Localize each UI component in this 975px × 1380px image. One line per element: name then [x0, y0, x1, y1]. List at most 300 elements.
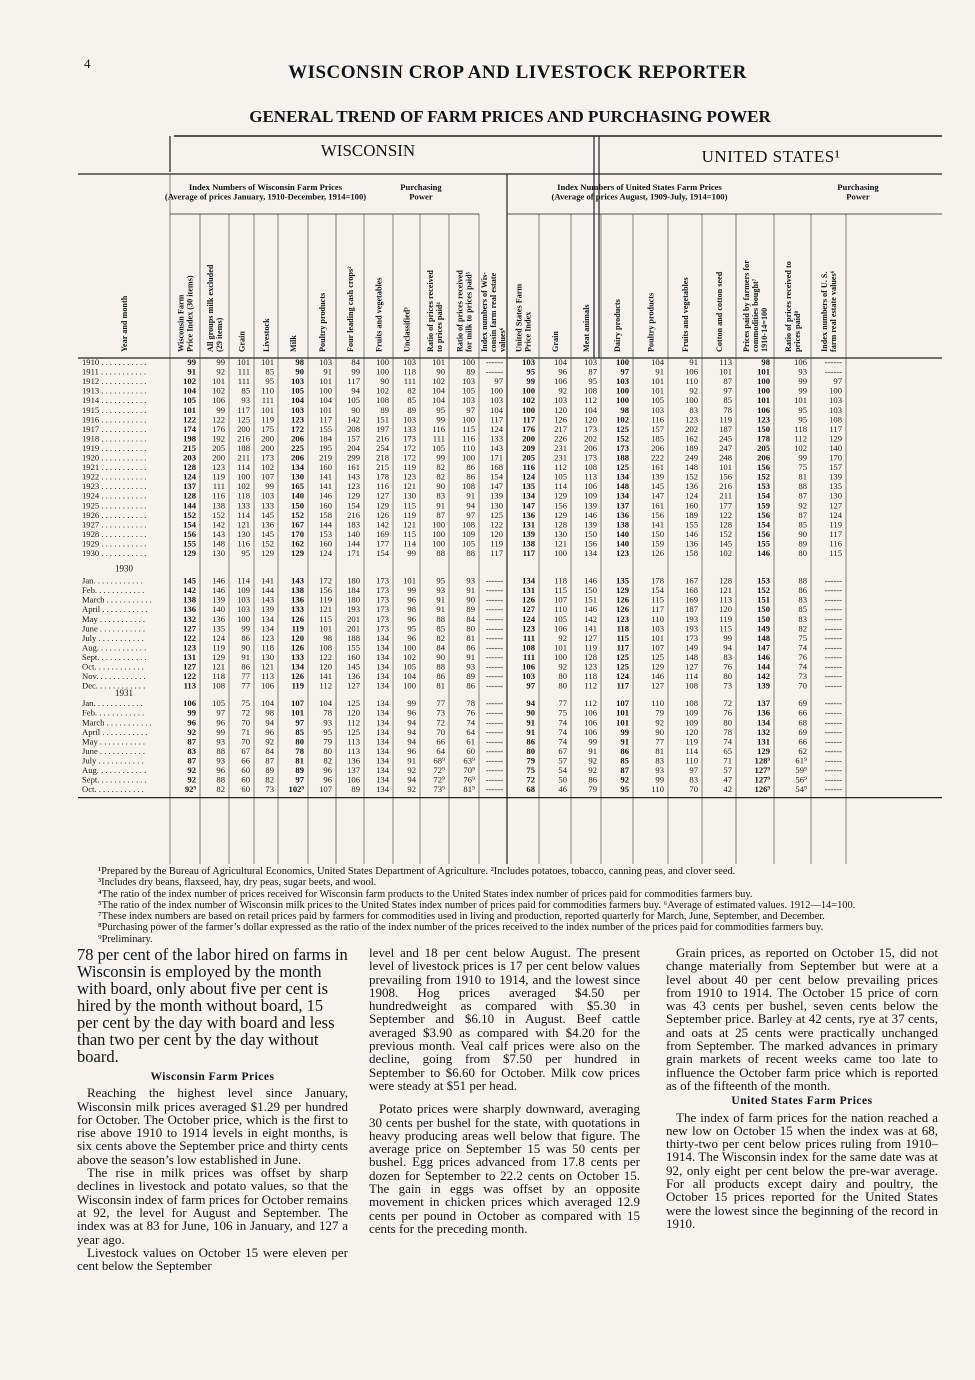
table-cell: 72⁹	[433, 774, 445, 785]
table-cell: 91	[436, 500, 445, 511]
table-cell: 111	[523, 632, 535, 643]
table-cell: 200	[261, 433, 274, 444]
footnote: ⁹Preliminary.	[98, 933, 153, 945]
column-header: Dairy products	[613, 299, 622, 352]
table-cell: 215	[183, 442, 196, 453]
table-cell: 116	[212, 490, 225, 501]
table-cell: 81	[295, 755, 304, 766]
table-cell: 154	[376, 548, 389, 558]
table-cell: 91	[526, 717, 535, 728]
table-cell: 200	[522, 433, 535, 444]
table-cell: 97	[216, 707, 225, 718]
table-cell: 104	[554, 357, 567, 367]
table-cell: 90	[436, 366, 445, 377]
table-cell: 123	[522, 623, 535, 634]
table-cell: 98	[265, 707, 274, 718]
table-cell: 103	[829, 404, 842, 415]
table-cell: 130	[291, 471, 304, 482]
paragraph: Grain prices, as reported on October 15, did not change materially from September but were at a level about 40 per cent below prevailing prices from 1910 to 1914. The October 15 price of corn was 43 cents per bushel, seven cents below the September price. Barley at 42 cents, rye at 37 cents, and oats at 25 cents were practically unchanged from September. The marked advances in primary grain markets of recent weeks came too late to influence the October farm price which is reported as of the fifteenth of the month.	[666, 945, 938, 1093]
table-cell: 90	[466, 594, 475, 605]
row-label: Sept. . . . . . . . . . . .	[82, 651, 147, 662]
table-cell: 64	[436, 745, 445, 756]
table-cell: 136	[616, 509, 629, 520]
table-cell: 180	[347, 575, 360, 586]
table-cell: 139	[212, 594, 225, 605]
table-cell: 143	[291, 575, 304, 586]
table-cell: 101	[403, 575, 416, 586]
table-cell: 108	[685, 680, 698, 691]
table-cell: 139	[584, 500, 597, 511]
table-cell: 117	[829, 528, 842, 539]
table-cell: 87	[187, 736, 196, 747]
table-cell: 131	[522, 585, 535, 596]
table-cell: 103	[319, 357, 332, 367]
us-heading: UNITED STATES¹	[701, 147, 841, 166]
row-label: 1927 . . . . . . . . . . .	[82, 519, 147, 530]
table-cell: 247	[719, 442, 732, 453]
table-cell: 118	[403, 366, 416, 377]
table-cell: 104	[432, 395, 445, 406]
table-cell: 126	[616, 604, 629, 615]
table-cell: 145	[347, 661, 360, 672]
table-cell: 129	[554, 490, 567, 501]
table-cell: 86	[241, 661, 250, 672]
table-cell: 66	[436, 736, 445, 747]
table-cell: 119	[719, 613, 732, 624]
table-cell: 167	[685, 575, 698, 586]
row-label: 1922 . . . . . . . . . . .	[82, 471, 147, 482]
table-cell: 88	[436, 661, 445, 672]
table-cell: 129	[757, 745, 770, 756]
table-cell: 105	[462, 538, 475, 549]
table-cell: 249	[685, 452, 698, 463]
table-cell: 95	[526, 366, 535, 377]
table-cell: 75	[798, 462, 807, 473]
table-cell: 154	[651, 585, 664, 596]
table-cell: 67	[558, 745, 567, 756]
wi-index-group-label: Index Numbers of Wisconsin Farm Prices	[188, 182, 343, 192]
table-cell: ------	[824, 784, 842, 795]
column-header: for milk to prices paid⁵	[464, 271, 474, 352]
table-cell: 89	[798, 538, 807, 549]
table-cell: 177	[719, 500, 732, 511]
table-cell: 83	[798, 594, 807, 605]
table-cell: 100	[432, 528, 445, 539]
table-cell: 99	[655, 774, 664, 785]
table-cell: 75	[798, 632, 807, 643]
table-cell: 171	[347, 548, 360, 558]
table-cell: 128	[183, 490, 196, 501]
table-cell: 125	[616, 462, 629, 473]
table-cell: 76	[723, 707, 732, 718]
table-cell: 152	[212, 509, 225, 520]
table-cell: 87	[723, 376, 732, 387]
row-label: 1925 . . . . . . . . . . .	[82, 500, 147, 511]
table-cell: 101	[719, 366, 732, 377]
table-cell: 104	[403, 671, 416, 682]
table-cell: 120	[291, 632, 304, 643]
table-cell: 131	[183, 651, 196, 662]
table-cell: 119	[490, 538, 503, 549]
table-cell: 121	[261, 661, 274, 672]
table-cell: 115	[651, 594, 664, 605]
column-header: 1910-14=100	[760, 307, 769, 352]
table-cell: 118	[237, 490, 250, 501]
table-cell: 140	[212, 604, 225, 615]
table-cell: 68	[526, 784, 535, 795]
table-cell: 215	[376, 462, 389, 473]
table-cell: 129	[347, 490, 360, 501]
table-cell: 106	[584, 726, 597, 737]
table-cell: ------	[824, 774, 842, 785]
table-cell: 106	[584, 717, 597, 728]
table-cell: 84	[466, 613, 475, 624]
table-cell: 71	[241, 726, 250, 737]
table-cell: 90	[295, 366, 304, 377]
table-cell: 124	[685, 490, 698, 501]
table-cell: 127	[651, 680, 664, 691]
table-cell: 113	[261, 671, 274, 682]
table-cell: 157	[347, 433, 360, 444]
column-header: Grain	[237, 331, 247, 352]
table-cell: 87	[798, 509, 807, 520]
row-label: 1924 . . . . . . . . . . .	[82, 490, 147, 501]
table-cell: 202	[584, 433, 597, 444]
table-cell: 129	[829, 433, 842, 444]
table-cell: 126	[554, 414, 567, 425]
table-cell: ------	[485, 784, 503, 795]
table-cell: 130	[403, 490, 416, 501]
table-cell: 92	[265, 736, 274, 747]
column-header: Grain	[551, 331, 560, 352]
table-cell: 101	[212, 376, 225, 387]
table-cell: 85	[265, 366, 274, 377]
table-cell: 96	[216, 765, 225, 775]
table-cell: 82	[407, 385, 416, 396]
table-cell: 118	[212, 671, 225, 682]
table-cell: 143	[347, 471, 360, 482]
table-cell: 154	[183, 519, 196, 530]
table-cell: 173	[584, 423, 597, 434]
table-cell: 150	[584, 585, 597, 596]
table-cell: 92	[558, 632, 567, 643]
table-cell: 158	[685, 548, 698, 558]
row-label: 1929 . . . . . . . . . . .	[82, 538, 147, 549]
table-cell: 105	[212, 698, 225, 709]
table-cell: 169	[685, 594, 698, 605]
table-cell: 141	[319, 471, 332, 482]
table-cell: 91	[436, 604, 445, 615]
table-cell: 97	[295, 717, 304, 728]
table-cell: 173	[584, 452, 597, 463]
footnote: ⁵The ratio of the index number of Wisconsin milk prices to the United States index number of prices paid for commodities farmers buy. ⁶Average of estimated values. 1912—14=100.	[98, 899, 856, 911]
table-cell: 189	[685, 442, 698, 453]
footnote: ³Includes dry beans, flaxseed, hay, dry peas, sugar beets, and wool.	[98, 877, 377, 889]
row-label: March . . . . . . . . . . .	[82, 594, 152, 605]
table-cell: 127	[829, 500, 842, 511]
table-cell: 100	[403, 642, 416, 653]
table-cell: 217	[554, 423, 567, 434]
table-cell: 145	[719, 538, 732, 549]
table-cell: 121	[554, 538, 567, 549]
table-cell: ------	[824, 671, 842, 682]
table-cell: 138	[183, 594, 196, 605]
table-cell: 92	[588, 755, 597, 766]
table-cell: 187	[719, 423, 732, 434]
table-cell: 99	[187, 357, 196, 367]
column-header: Ratio of prices received	[426, 270, 435, 352]
table-cell: 94	[407, 717, 416, 728]
table-cell: 109	[462, 528, 475, 539]
table-cell: 86	[620, 745, 629, 756]
table-cell: 74	[798, 661, 807, 672]
table-cell: 91	[436, 594, 445, 605]
table-cell: 99	[798, 452, 807, 463]
table-cell: 122	[490, 519, 503, 530]
column-header: Year and month	[120, 295, 129, 352]
table-cell: 104	[319, 395, 332, 406]
table-cell: ------	[824, 661, 842, 672]
table-cell: 98	[620, 404, 629, 415]
table-cell: 91	[466, 651, 475, 662]
column-header: Milk	[289, 335, 298, 352]
table-cell: 96	[407, 632, 416, 643]
table-cell: 79	[526, 755, 535, 766]
table-cell: 188	[237, 442, 250, 453]
table-cell: 100	[522, 385, 535, 396]
table-cell: 100	[462, 414, 475, 425]
table-cell: 145	[261, 509, 274, 520]
column-header: United States Farm	[514, 283, 524, 352]
table-cell: 156	[757, 462, 770, 473]
table-cell: 193	[685, 623, 698, 634]
table-cell: 117	[522, 548, 535, 558]
table-cell: 203	[183, 452, 196, 463]
table-cell: 85	[723, 395, 732, 406]
table-cell: 102	[261, 462, 274, 473]
table-cell: 111	[403, 376, 416, 387]
table-cell: 81	[655, 745, 664, 756]
table-cell: 91	[526, 726, 535, 737]
table-cell: 100	[490, 385, 503, 396]
table-cell: 127	[347, 680, 360, 691]
table-cell: 84	[351, 357, 360, 367]
table-cell: 95	[241, 548, 250, 558]
column-header: values⁶	[498, 327, 507, 352]
table-cell: 112	[319, 680, 332, 691]
table-cell: 156	[554, 500, 567, 511]
table-cell: 117	[651, 604, 664, 615]
row-label: June . . . . . . . . . . .	[82, 745, 146, 756]
table-cell: ------	[824, 642, 842, 653]
us-power-group-label: Power	[846, 191, 870, 202]
us-power-group-label: Purchasing	[837, 182, 879, 192]
table-cell: ------	[824, 698, 842, 709]
table-cell: 104	[490, 404, 503, 415]
table-cell: 73⁹	[433, 784, 445, 795]
table-cell: 74	[558, 736, 567, 747]
table-cell: 103	[261, 490, 274, 501]
table-cell: 138	[522, 538, 535, 549]
table-cell: 155	[319, 423, 332, 434]
table-cell: 111	[261, 395, 274, 406]
table-cell: 121	[403, 519, 416, 530]
table-cell: 193	[347, 604, 360, 615]
table-cell: 94	[407, 726, 416, 737]
table-cell: 60	[241, 784, 250, 795]
table-cell: 134	[376, 698, 389, 709]
section-heading-wisconsin: Wisconsin Farm Prices	[150, 1071, 275, 1083]
table-cell: 219	[319, 452, 332, 463]
column-header: Unclassified³	[402, 307, 412, 352]
table-cell: ------	[485, 774, 503, 785]
table-cell: 82	[216, 784, 225, 795]
table-cell: 134	[291, 462, 304, 473]
table-cell: 80	[466, 623, 475, 634]
table-cell: 96	[407, 594, 416, 605]
table-cell: 120	[490, 528, 503, 539]
table-cell: 103	[554, 395, 567, 406]
table-cell: 74	[723, 736, 732, 747]
table-cell: 152	[261, 538, 274, 549]
table-cell: 173	[376, 594, 389, 605]
table-cell: 146	[651, 671, 664, 682]
table-cell: 129	[291, 548, 304, 558]
table-cell: 86	[241, 632, 250, 643]
table-cell: 117	[347, 376, 360, 387]
table-cell: ------	[824, 357, 842, 367]
table-cell: 136	[212, 613, 225, 624]
table-cell: 99	[407, 585, 416, 596]
wi-power-group-label: Purchasing	[400, 182, 442, 192]
row-label: Jan. . . . . . . . . . . .	[82, 698, 143, 709]
table-cell: 100	[237, 471, 250, 482]
table-cell: 90	[241, 642, 250, 653]
table-cell: 123	[212, 462, 225, 473]
table-cell: 200	[261, 442, 274, 453]
table-cell: 153	[319, 528, 332, 539]
table-cell: 161	[651, 462, 664, 473]
column-header: Index numbers of U. S.	[820, 271, 829, 352]
table-cell: 102	[212, 385, 225, 396]
table-cell: 113	[347, 745, 360, 756]
table-cell: 100	[616, 357, 629, 367]
column-header: commodities bought⁷	[751, 278, 760, 352]
table-cell: 123	[584, 661, 597, 672]
table-cell: 154	[757, 490, 770, 501]
table-cell: 100	[757, 376, 770, 387]
table-cell: 110	[651, 698, 664, 709]
table-cell: 123	[183, 642, 196, 653]
table-cell: 100	[462, 357, 475, 367]
table-cell: 192	[212, 433, 225, 444]
table-cell: 117	[237, 404, 250, 415]
table-cell: 124	[212, 632, 225, 643]
paragraph: Livestock values on October 15 were eleven per cent below the September	[77, 1244, 348, 1274]
table-cell: 78	[723, 404, 732, 415]
table-cell: 172	[403, 442, 416, 453]
table-cell: 101	[432, 357, 445, 367]
table-cell: 200	[212, 452, 225, 463]
table-cell: 211	[237, 452, 250, 463]
table-cell: 118	[616, 623, 629, 634]
column-header: consin farm real estate	[489, 272, 498, 352]
table-cell: 157	[651, 423, 664, 434]
table-cell: 116	[462, 433, 475, 444]
table-cell: 138	[291, 585, 304, 596]
table-cell: 112	[584, 395, 597, 406]
row-label: 1916 . . . . . . . . . . .	[82, 414, 147, 425]
table-cell: 101	[261, 357, 274, 367]
table-cell: 105	[183, 395, 196, 406]
table-cell: 108	[685, 698, 698, 709]
column-header: Poultry products	[318, 292, 327, 352]
table-cell: 113	[347, 736, 360, 747]
table-cell: 99	[241, 623, 250, 634]
table-cell: 129	[376, 500, 389, 511]
table-cell: 105	[291, 385, 304, 396]
row-label: July . . . . . . . . . . .	[82, 755, 144, 766]
table-cell: 130	[237, 528, 250, 539]
table-cell: 76	[723, 661, 732, 672]
text-column-1	[77, 946, 348, 1272]
table-cell: 136	[522, 509, 535, 520]
table-cell: 173	[685, 632, 698, 643]
table-cell: 133	[490, 433, 503, 444]
table-cell: 175	[261, 423, 274, 434]
table-cell: ------	[485, 366, 503, 377]
table-cell: ------	[485, 717, 503, 728]
table-cell: 98	[761, 357, 770, 367]
table-cell: 79	[655, 707, 664, 718]
table-cell: 184	[319, 433, 332, 444]
row-label: 1914 . . . . . . . . . . .	[82, 395, 147, 406]
table-cell: 131	[522, 519, 535, 530]
table-cell: 134	[584, 548, 597, 558]
table-cell: 102	[719, 548, 732, 558]
table-cell: 119	[319, 594, 332, 605]
table-cell: 123	[616, 548, 629, 558]
table-cell: 102	[522, 395, 535, 406]
text-column-2	[369, 946, 640, 1235]
table-cell: 101	[651, 385, 664, 396]
table-cell: 147	[490, 481, 503, 492]
table-cell: 100	[376, 366, 389, 377]
table-cell: 201	[347, 613, 360, 624]
table-cell: 90	[798, 528, 807, 539]
table-cell: 101	[237, 357, 250, 367]
table-cell: 109	[237, 585, 250, 596]
paragraph: Reaching the highest level since January, Wisconsin milk prices averaged $1.29 per hundred for October. The October price, which is the first to rise above 1910 to 1914 levels in eight months, is six cents above the September price and thirty cents above the season’s low established in June.	[77, 1085, 348, 1167]
table-cell: 160	[319, 462, 332, 473]
table-cell: 113	[584, 471, 597, 482]
table-cell: 125	[490, 509, 503, 520]
table-cell: 122	[212, 414, 225, 425]
table-cell: 187	[685, 604, 698, 615]
table-cell: 152	[616, 433, 629, 444]
table-cell: 125	[616, 651, 629, 662]
table-cell: 124	[183, 471, 196, 482]
table-cell: 70	[241, 736, 250, 747]
table-cell: 85	[407, 395, 416, 406]
table-cell: 57	[723, 765, 732, 775]
table-cell: 115	[319, 613, 332, 624]
table-cell: 172	[291, 423, 304, 434]
table-cell: 134	[291, 661, 304, 672]
table-cell: 139	[522, 528, 535, 539]
table-cell: 65	[723, 745, 732, 756]
table-cell: 122	[319, 651, 332, 662]
